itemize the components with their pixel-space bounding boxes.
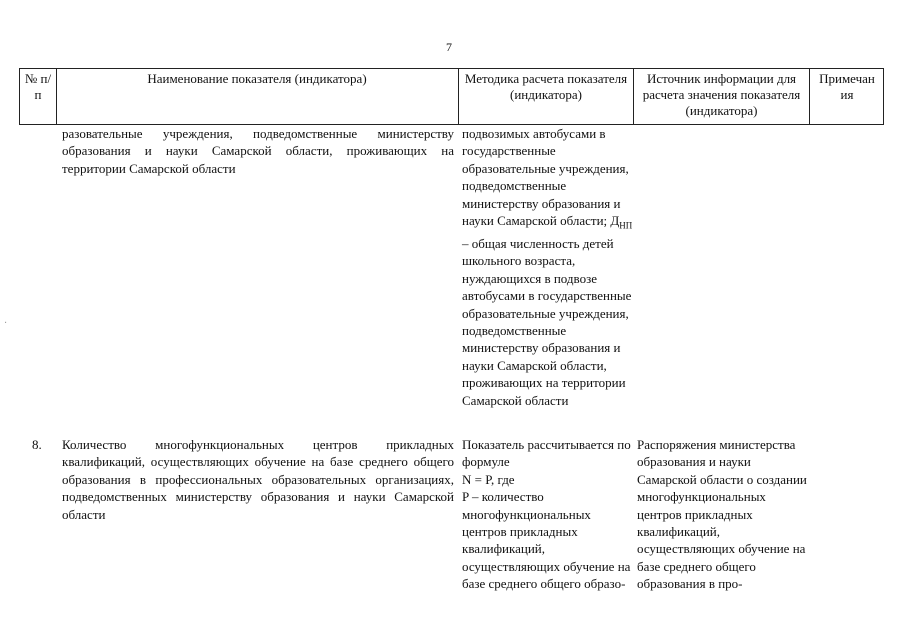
column-rule-1: [56, 68, 57, 125]
method-formula: N = P, где: [462, 471, 515, 487]
column-rule-2: [458, 68, 459, 125]
method-line-1: Показатель рассчитывается по формуле: [462, 437, 631, 470]
header-notes-text: Примечания: [819, 71, 875, 102]
method-line-3: P – количество многофункциональных центров прикладных квалификаций, осуществляющих обучение на базе среднего общего образо-: [462, 489, 631, 592]
row-8-indicator-name: Количество многофункциональных центров прикладных квалификаций, осуществляющих обучение на базе среднего общего образования в профессиональных образовательных организациях, подведомственных министерству образования и науки Самарской области: [62, 437, 454, 522]
header-information-source: Источник информации для расчета значения показателя (индикатора): [642, 71, 801, 118]
continued-indicator-name: разовательные учреждения, подведомственные министерству образования и науки Самарской области, проживающих на территории Самарской области: [62, 126, 454, 176]
row-8-information-source: Распоряжения министерства образования и науки Самарской области о создании многофункциональных центров прикладных квалификаций, осуществляющих обучение на базе среднего общего образования в про-: [637, 437, 807, 592]
scan-mark: ·: [4, 318, 8, 329]
table-left-rule: [19, 68, 20, 125]
header-indicator-name: Наименование показателя (индикатора): [147, 71, 367, 86]
table-right-rule: [883, 68, 884, 125]
continued-calculation-method: [462, 125, 634, 409]
page-number: 7: [446, 40, 452, 54]
method-text-before: подвозимых автобусами в государственные образовательные учреждения, подведомственные министерству образования и науки Самарской области; Д: [462, 126, 629, 229]
row-8-number: 8.: [32, 437, 42, 452]
header-number: № п/п: [24, 71, 52, 102]
row-8-calculation-method: [462, 436, 632, 622]
method-text-after: – общая численность детей школьного возраста, нуждающихся в подвозе автобусами в государственные образовательные учреждения, подведомственные министерству образования и науки Самарской области, проживающих на территории Самарской области: [462, 236, 632, 408]
table-top-rule: [19, 68, 884, 69]
method-subscript: НП: [619, 220, 633, 231]
column-rule-4: [809, 68, 810, 125]
column-rule-3: [633, 68, 634, 125]
header-notes: [812, 71, 882, 103]
header-calculation-method: Методика расчета показателя (индикатора): [464, 71, 628, 102]
